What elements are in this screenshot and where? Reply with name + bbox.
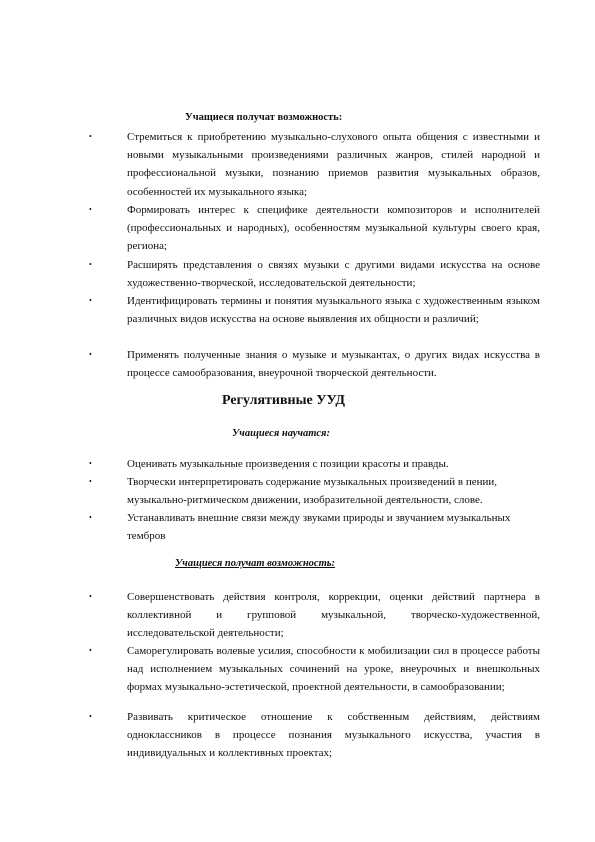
- list-item-text: Устанавливать внешние связи между звуками природы и звучанием музыкальных тембров: [127, 512, 511, 543]
- list-item-text: Саморегулировать волевые усилия, способности к мобилизации сил в процессе работы над исполнением музыкальных сочинений на уроке, внеурочных и внешкольных формах музыкально-эстетической, проектной деятельности, в самообразовании;: [127, 645, 540, 694]
- list-item-text: Применять полученные знания о музыке и музыкантах, о других видах искусства в процессе самообразования, внеурочной творческой деятельности.: [127, 349, 540, 380]
- bullet-icon: •: [89, 205, 92, 214]
- bullet-icon: •: [89, 350, 92, 359]
- list-item-text: Расширять представления о связях музыки с другими видами искусства на основе художественно-творческой, исследовательской деятельности;: [127, 259, 540, 290]
- section-heading-opportunities-2: Учащиеся получат возможность:: [175, 558, 336, 569]
- bullet-icon: •: [89, 459, 92, 468]
- list-item-text: Развивать критическое отношение к собственным действиям, действиям одноклассников в процессе познания музыкального искусства, участия в индивидуальных и коллективных проектах;: [127, 711, 540, 760]
- bullet-icon: •: [89, 513, 92, 522]
- bullet-icon: •: [89, 296, 92, 305]
- list-item-text: Оценивать музыкальные произведения с позиции красоты и правды.: [127, 458, 449, 470]
- bullet-icon: •: [89, 592, 92, 601]
- bullet-icon: •: [89, 712, 92, 721]
- list-item-text: Идентифицировать термины и понятия музыкального языка с художественным языком различных видов искусства на основе выявления их общности и различий;: [127, 295, 540, 326]
- bullet-icon: •: [89, 646, 92, 655]
- section-heading-opportunities: Учащиеся получат возможность:: [185, 112, 343, 123]
- list-item-text: Формировать интерес к специфике деятельности композиторов и исполнителей (профессиональных и народных), особенностям музыкальной культуры своего края, региона;: [127, 204, 540, 253]
- bullet-icon: •: [89, 477, 92, 486]
- list-item-text: Совершенствовать действия контроля, коррекции, оценки действий партнера в коллективной и групповой музыкальной, творческо-художественной, исследовательской деятельности;: [127, 591, 540, 640]
- bullet-icon: •: [89, 260, 92, 269]
- list-item-text: Творчески интерпретировать содержание музыкальных произведений в пении, музыкально-ритмическом движении, изобразительной деятельности, слове.: [127, 476, 498, 507]
- list-item-text: Стремиться к приобретению музыкально-слухового опыта общения с известными и новыми музыкальными произведениями различных жанров, стилей народной и профессиональной музыки, познанию приемов развития музыкальных образов, особенностей их музыкального языка;: [127, 131, 540, 198]
- bullet-icon: •: [89, 132, 92, 141]
- section-title-regulative: Регулятивные УУД: [222, 393, 345, 408]
- section-subheading-will-learn: Учащиеся научатся:: [232, 428, 330, 439]
